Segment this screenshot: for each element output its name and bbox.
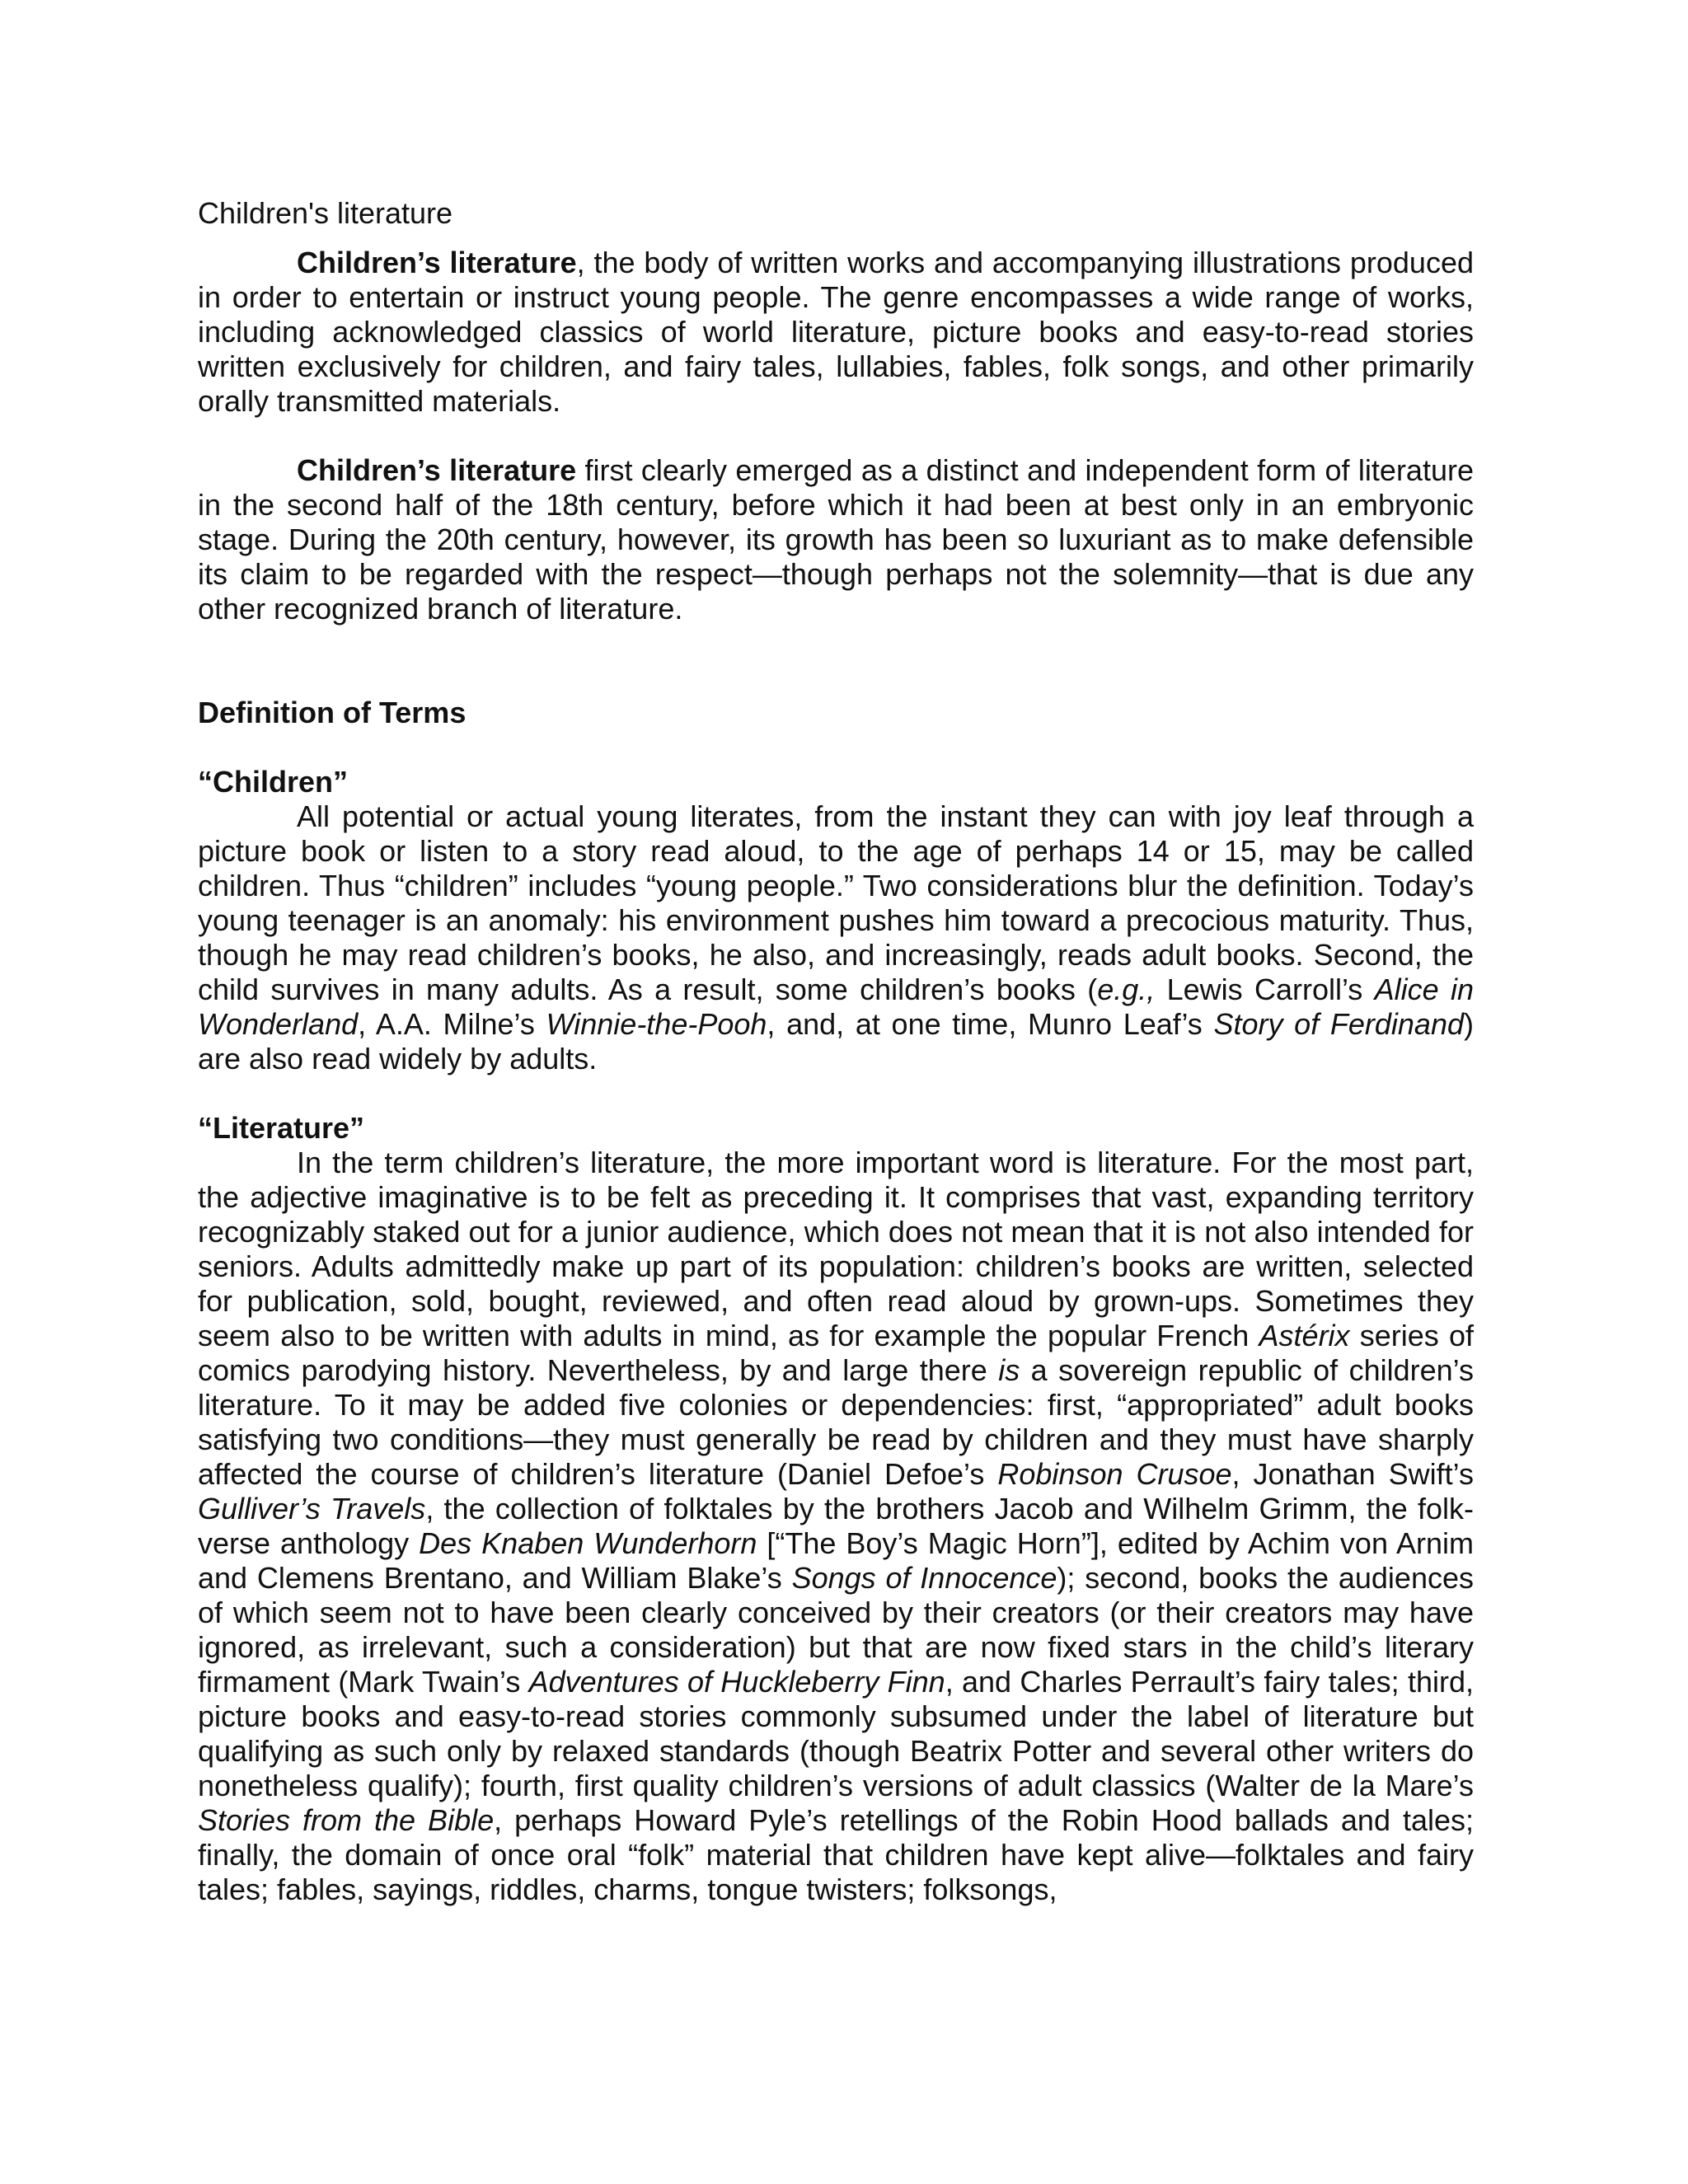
literature-text: , and Charles Perrault’s fairy tales; third, picture books and easy-to-read stories commonly subsumed under the label of literature but qualifying as such only by relaxed standards (though Beatrix Potter and several other writers do nonetheless qualify); fourth, first quality children’s versions of adult classics (Walter de la Mare’s [198,1665,1474,1802]
intro-term-1: Children’s literature [297,246,577,279]
literature-text: series of comics parodying history. Nevertheless, by and large there [198,1319,1475,1387]
literature-text: [“The Boy’s Magic Horn”], edited by Achim von Arnim and Clemens Brentano, and William Blake’s [198,1526,1474,1595]
intro-paragraph-1 [198,246,1474,419]
literature-italic-wunderhorn: Des Knaben Wunderhorn [419,1526,757,1560]
children-text: ) are also read widely by adults. [198,1007,1474,1076]
literature-italic-innocence: Songs of Innocence [791,1561,1057,1595]
children-italic-eg: e.g., [1097,972,1156,1006]
children-text: , and, at one time, Munro Leaf’s [767,1007,1214,1041]
children-text: Lewis Carroll’s [1155,972,1375,1006]
literature-italic-gulliver: Gulliver’s Travels [198,1492,426,1526]
intro-text-1: , the body of written works and accompanying illustrations produced in order to entertain or instruct young people. The genre encompasses a wide range of works, including acknowledged classics of world literature, picture books and easy-to-read stories written exclusively for children, and fairy tales, lullabies, fables, folk songs, and other primarily orally transmitted materials. [198,246,1474,418]
children-italic-alice: Alice in Wonderland [198,972,1474,1041]
intro-text-2: first clearly emerged as a distinct and independent form of literature in the second half of the 18th century, before which it had been at best only in an embryonic stage. During the 20th century, however, its growth has been so luxuriant as to make defensible its claim to be regarded with the respect—though perhaps not the solemnity—that is due any other recognized branch of literature. [198,453,1474,626]
children-definition [198,799,1474,1076]
literature-text: , Jonathan Swift’s [1231,1457,1474,1491]
children-italic-ferdinand: Story of Ferdinand [1213,1007,1464,1041]
children-text: , A.A. Milne’s [358,1007,546,1041]
definitions-heading: Definition of Terms [198,696,467,729]
literature-italic-is: is [998,1353,1020,1387]
literature-definition [198,1146,1474,1907]
literature-text: ); second, books the audiences of which seem not to have been clearly conceived by their creators (or their creators may have ignored, as irrelevant, such a consideration) but that are now fixed stars in the child’s literary firmament (Mark Twain’s [198,1561,1474,1699]
literature-italic-crusoe: Robinson Crusoe [997,1457,1232,1491]
literature-heading: “Literature” [198,1111,365,1145]
literature-italic-huckleberry: Adventures of Huckleberry Finn [528,1665,945,1699]
intro-term-2: Children’s literature [297,453,577,487]
literature-text: In the term children’s literature, the more important word is literature. For the most part, the adjective imaginative is to be felt as preceding it. It comprises that vast, expanding territory recognizably staked out for a junior audience, which does not mean that it is not also intended for seniors. Adults admittedly make up part of its population: children’s books are written, selected for publication, sold, bought, reviewed, and often read aloud by grown-ups. Sometimes they seem also to be written with adults in mind, as for example the popular French [198,1146,1474,1352]
literature-text: , perhaps Howard Pyle’s retellings of the Robin Hood ballads and tales; finally, the domain of once oral “folk” material that children have kept alive—folktales and fairy tales; fables, sayings, riddles, charms, tongue twisters; folksongs, [198,1803,1475,1906]
literature-italic-bible: Stories from the Bible [198,1803,495,1837]
intro-paragraph-2 [198,453,1474,626]
document-page [198,196,1474,1907]
children-heading: “Children” [198,765,349,799]
document-title: Children's literature [198,196,453,230]
children-italic-pooh: Winnie-the-Pooh [546,1007,767,1041]
literature-text: , the collection of folktales by the brothers Jacob and Wilhelm Grimm, the folk-verse anthology [198,1492,1475,1560]
literature-text: a sovereign republic of children’s literature. To it may be added five colonies or dependencies: first, “appropriated” adult books satisfying two conditions—they must generally be read by children and they must have sharply affected the course of children’s literature (Daniel Defoe’s [198,1353,1474,1491]
children-text: All potential or actual young literates, from the instant they can with joy leaf through a picture book or listen to a story read aloud, to the age of perhaps 14 or 15, may be called children. Thus “children” includes “young people.” Two considerations blur the definition. Today’s young teenager is an anomaly: his environment pushes him toward a precocious maturity. Thus, though he may read children’s books, he also, and increasingly, reads adult books. Second, the child survives in many adults. As a result, some children’s books ( [198,799,1474,1006]
literature-italic-asterix: Astérix [1259,1319,1350,1352]
